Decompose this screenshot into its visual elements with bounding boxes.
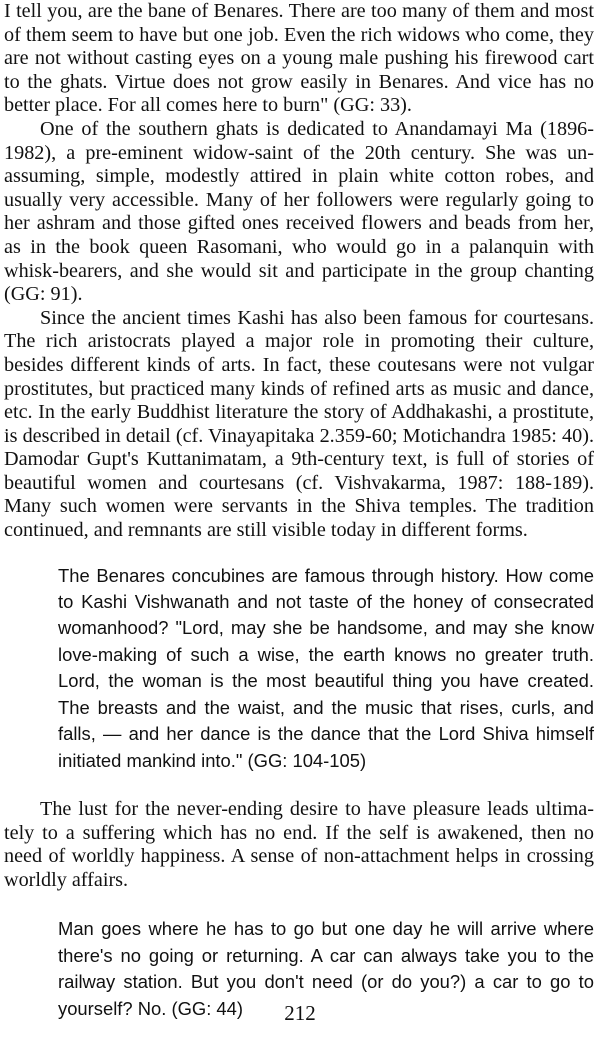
block-quote-text: Man goes where he has to go but one day he will arrive where there's no going or returning. A car can always take you to the railway station. But you don't need (or do you?) a car to go to yourself? No. (GG: 44) [58,918,594,1019]
block-quote-text: The Benares concubines are famous through history. How come to Kashi Vishwanath and not taste of the honey of consecrated womanhood? "Lord, may she be handsome, and may she know love-making of such a wise, the earth knows no greater truth. Lord, the woman is the most beautiful thing you have created. The breasts and the waist, and the music that rises, curls, and falls, — and her dance is the dance that the Lord Shiva himself initiated mankind into." (GG: 104-105) [58,564,594,771]
paragraph-courtesans: Since the ancient times Kashi has also been famous for courtesans. The rich aristocrats played a major role in promoting their culture, besides different kinds of arts. In fact, these coutesans were not vulgar prostitutes, but practiced many kinds of refined arts as music and dance, etc. In the early Buddhist literature the story of Addhakashi, a prostitute, is described in detail (cf. Vinayapitaka 2.359-60; Motichandra 1985: 40). Damodar Gupt's Kuttanimatam, a 9th-century text, is full of stories of beautiful women and courtesans (cf. Vishvakarma, 1987: 188-189). Many such women were servants in the Shiva temples. The tradition continued, and remnants are still visible today in different forms. [4,306,594,542]
page-body [4,0,594,1046]
page-number: 212 [284,1001,316,1025]
paragraph-continuation: I tell you, are the bane of Benares. There are too many of them and most of them seem to have but one job. Even the rich widows who come, they are not without casting eyes on a young male pushing his firewood cart to the ghats. Virtue does not grow easily in Benares. And vice has no better place. For all comes here to burn" (GG: 33). [4,0,594,117]
block-quote-concubines [58,563,594,774]
paragraph-anandamayi-ma: One of the southern ghats is dedicated to Anandamayi Ma (1896-1982), a pre-eminent widow-saint of the 20th century. She was unassuming, simple, modestly attired in plain white cotton robes, and usually very accessible. Many of her followers were regularly going to her ashram and those gifted ones received flowers and beads from her, as in the book queen Rasomani, who would go in a palanquin with whisk-bearers, and she would sit and participate in the group chanting (GG: 91). [4,117,594,306]
paragraph-non-attachment: The lust for the never-ending desire to have pleasure leads ultimately to a suffering which has no end. If the self is awakened, then no need of worldly happiness. A sense of non-attachment helps in crossing worldly affairs. [4,797,594,891]
